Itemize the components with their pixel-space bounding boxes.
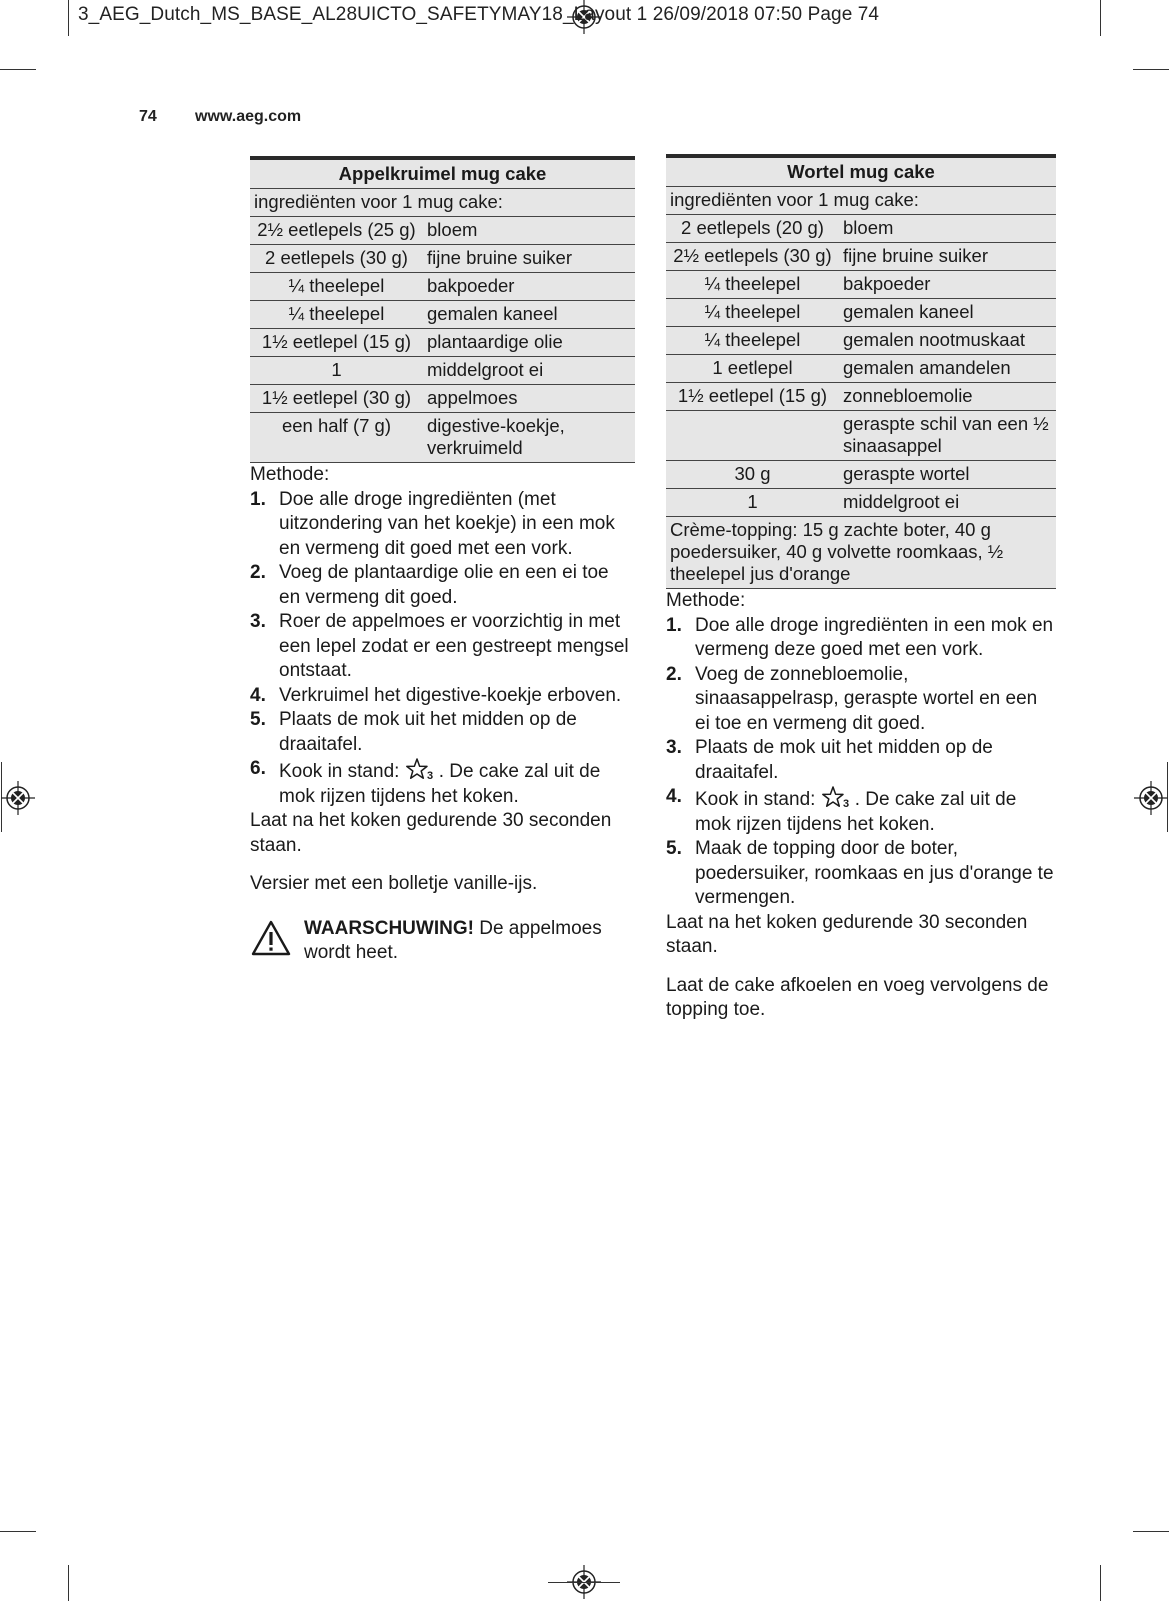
table-title: Appelkruimel mug cake (250, 158, 635, 189)
ingredient-cell: bakpoeder (839, 271, 1056, 299)
warning-triangle-icon (250, 919, 292, 957)
step-number: 4. (666, 786, 682, 807)
step-text: Maak de topping door de boter, poedersuiker, roomkaas en jus d'orange te vermengen. (695, 838, 1054, 908)
step-number: 3. (666, 737, 682, 758)
quantity-cell (666, 411, 839, 461)
serving-note: Versier met een bolletje vanille-ijs. (250, 873, 538, 894)
svg-text:3: 3 (842, 798, 849, 810)
quantity-cell: 1 eetlepel (666, 355, 839, 383)
list-item (666, 663, 1056, 737)
table-row (666, 327, 1056, 355)
ingredient-cell: geraspte schil van een ½ sinaasappel (839, 411, 1056, 461)
step-text-after: . De cake zal uit de mok rijzen tijdens het koken. (695, 789, 1017, 835)
step-text-before: Kook in stand: (695, 789, 821, 810)
list-item (666, 614, 1056, 663)
step-number: 1. (250, 488, 266, 510)
website-url: www.aeg.com (195, 108, 302, 125)
right-column (666, 154, 1056, 1023)
registration-line-bottom (548, 1582, 620, 1583)
step-number: 2. (250, 562, 266, 583)
table-row (250, 357, 635, 385)
warning-block (250, 917, 635, 967)
step-text: Plaats de mok uit het midden op de draaitafel. (279, 709, 577, 755)
ingredient-cell: appelmoes (423, 385, 635, 413)
list-item (666, 736, 1056, 785)
ingredients-table-wortel (666, 154, 1056, 589)
table-row (250, 329, 635, 357)
method-steps (666, 614, 1056, 911)
quantity-cell: ¼ theelepel (250, 273, 423, 301)
ingredient-cell: middelgroot ei (839, 489, 1056, 517)
crop-mark-top-left (68, 0, 69, 36)
table-intro: ingrediënten voor 1 mug cake: (666, 187, 1056, 215)
table-title: Wortel mug cake (666, 156, 1056, 187)
method-label: Methode: (666, 590, 746, 611)
table-row (666, 355, 1056, 383)
quantity-cell: 2½ eetlepels (25 g) (250, 217, 423, 245)
topping-cell: Crème-topping: 15 g zachte boter, 40 g poedersuiker, 40 g volvette roomkaas, ½ theelepel jus d'orange (666, 517, 1056, 589)
list-item (250, 757, 635, 809)
left-column (250, 156, 635, 967)
ingredient-cell: digestive-koekje, verkruimeld (423, 413, 635, 463)
crop-mark-right-top (1133, 69, 1169, 70)
ingredient-cell: plantaardige olie (423, 329, 635, 357)
crop-mark-top-right (1100, 0, 1101, 36)
quantity-cell: een half (7 g) (250, 413, 423, 463)
ingredient-cell: gemalen nootmuskaat (839, 327, 1056, 355)
quantity-cell: 1½ eetlepel (15 g) (250, 329, 423, 357)
step-number: 1. (666, 614, 682, 636)
list-item (666, 837, 1056, 911)
table-row (250, 385, 635, 413)
ingredients-body (666, 187, 1056, 589)
table-row (666, 271, 1056, 299)
list-item (666, 785, 1056, 837)
method-label: Methode: (250, 464, 330, 485)
step-text: Doe alle droge ingrediënten in een mok en vermeng deze goed met een vork. (695, 614, 1054, 660)
table-row (250, 217, 635, 245)
quantity-cell: 1½ eetlepel (15 g) (666, 383, 839, 411)
registration-mark-right-icon (1134, 781, 1168, 815)
step-text: Voeg de zonnebloemolie, sinaasappelrasp, geraspte wortel en een ei toe en vermeng dit goed. (695, 663, 1038, 734)
list-item (250, 610, 635, 684)
table-row (250, 245, 635, 273)
step-number: 5. (666, 838, 682, 859)
crop-mark-bottom-right (1100, 1565, 1101, 1601)
quantity-cell: ¼ theelepel (666, 271, 839, 299)
crop-mark-right-bottom (1133, 1531, 1169, 1532)
star-level-3-icon (405, 757, 439, 783)
quantity-cell: 2 eetlepels (20 g) (666, 215, 839, 243)
star-level-3-icon (821, 785, 855, 811)
table-row (250, 413, 635, 463)
page-number: 74 (139, 108, 157, 125)
step-text: Voeg de plantaardige olie en een ei toe en vermeng dit goed. (279, 562, 609, 608)
table-row (666, 243, 1056, 271)
ingredient-cell: geraspte wortel (839, 461, 1056, 489)
ingredients-table-appelkruimel (250, 156, 635, 463)
quantity-cell: ¼ theelepel (666, 327, 839, 355)
step-text: Verkruimel het digestive-koekje erboven. (279, 684, 622, 706)
ingredient-cell: bakpoeder (423, 273, 635, 301)
table-row (666, 411, 1056, 461)
quantity-cell: 1½ eetlepel (30 g) (250, 385, 423, 413)
list-item (250, 488, 635, 562)
method-steps (250, 488, 635, 810)
quantity-cell: 2½ eetlepels (30 g) (666, 243, 839, 271)
ingredient-cell: middelgroot ei (423, 357, 635, 385)
ingredient-cell: gemalen amandelen (839, 355, 1056, 383)
warning-label: WAARSCHUWING! (304, 917, 474, 939)
list-item (250, 561, 635, 610)
quantity-cell: ¼ theelepel (666, 299, 839, 327)
ingredient-cell: bloem (839, 215, 1056, 243)
ingredient-cell: fijne bruine suiker (423, 245, 635, 273)
crop-mark-left-bottom (0, 1531, 36, 1532)
print-slug-line: 3_AEG_Dutch_MS_BASE_AL28UICTO_SAFETYMAY18_Layout 1 26/09/2018 07:50 Page 74 (78, 4, 880, 25)
table-row (666, 299, 1056, 327)
step-text-before: Kook in stand: (279, 761, 405, 782)
quantity-cell: ¼ theelepel (250, 301, 423, 329)
crop-mark-bottom-left (68, 1565, 69, 1601)
table-row (666, 215, 1056, 243)
table-row (666, 461, 1056, 489)
standing-time-note: Laat na het koken gedurende 30 seconden staan. (666, 911, 1028, 957)
list-item (250, 684, 635, 709)
ingredient-cell: gemalen kaneel (839, 299, 1056, 327)
table-intro: ingrediënten voor 1 mug cake: (250, 189, 635, 217)
step-text: Roer de appelmoes er voorzichtig in met een lepel zodat er een gestreept mengsel ontstaat. (279, 611, 629, 681)
step-number: 4. (250, 684, 266, 706)
step-text-after: . De cake zal uit de mok rijzen tijdens het koken. (279, 761, 601, 807)
quantity-cell: 2 eetlepels (30 g) (250, 245, 423, 273)
ingredient-cell: fijne bruine suiker (839, 243, 1056, 271)
table-row (250, 273, 635, 301)
step-number: 6. (250, 758, 266, 779)
warning-text: De appelmoes wordt heet. (304, 917, 602, 963)
table-row (250, 301, 635, 329)
quantity-cell: 1 (250, 357, 423, 385)
step-text: Plaats de mok uit het midden op de draaitafel. (695, 737, 993, 783)
ingredient-cell: gemalen kaneel (423, 301, 635, 329)
ingredient-cell: bloem (423, 217, 635, 245)
standing-time-note: Laat na het koken gedurende 30 seconden staan. (250, 810, 612, 856)
step-number: 3. (250, 611, 266, 632)
step-number: 5. (250, 709, 266, 730)
topping-note: Laat de cake afkoelen en voeg vervolgens de topping toe. (666, 974, 1049, 1020)
table-row (666, 383, 1056, 411)
crop-mark-left-top (0, 69, 36, 70)
ingredients-body (250, 189, 635, 463)
table-row (666, 489, 1056, 517)
step-text: Doe alle droge ingrediënten (met uitzondering van het koekje) in een mok en vermeng dit goed met een vork. (279, 488, 615, 559)
step-number: 2. (666, 663, 682, 685)
svg-text:3: 3 (426, 770, 433, 782)
registration-mark-left-icon (1, 781, 35, 815)
ingredient-cell: zonnebloemolie (839, 383, 1056, 411)
quantity-cell: 30 g (666, 461, 839, 489)
list-item (250, 708, 635, 757)
quantity-cell: 1 (666, 489, 839, 517)
